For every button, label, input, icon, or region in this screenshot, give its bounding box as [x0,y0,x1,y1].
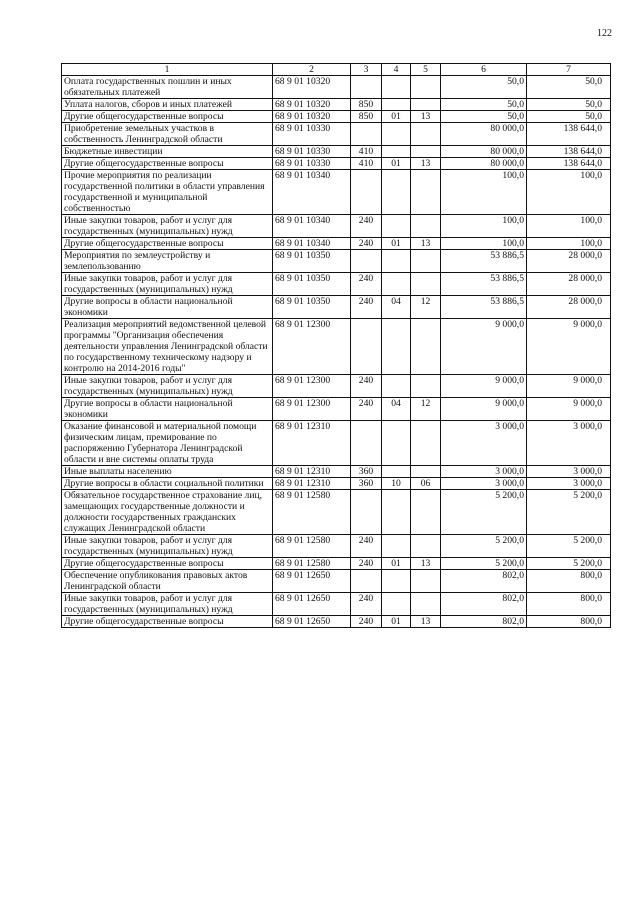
row-subsection [411,319,441,375]
row-expense-type [351,123,382,146]
row-expense-type: 410 [351,158,382,170]
table-row [62,146,611,158]
row-code: 68 9 01 12580 [273,535,351,558]
row-amount-1: 100,0 [441,170,527,215]
row-section: 01 [382,238,411,250]
row-code: 68 9 01 10330 [273,123,351,146]
row-subsection: 13 [411,558,441,570]
row-code: 68 9 01 12580 [273,558,351,570]
row-subsection [411,170,441,215]
row-name: Иные выплаты населению [62,466,273,478]
row-amount-2: 3 000,0 [527,466,611,478]
row-name: Оплата государственных пошлин и иных обязательных платежей [62,76,273,99]
row-code: 68 9 01 10350 [273,273,351,296]
row-code: 68 9 01 10340 [273,170,351,215]
col-header-code: 2 [273,64,351,76]
row-section [382,215,411,238]
row-section [382,319,411,375]
row-amount-2: 100,0 [527,170,611,215]
row-subsection [411,76,441,99]
row-amount-2: 50,0 [527,99,611,111]
row-subsection: 13 [411,111,441,123]
table-row [62,593,611,616]
row-subsection [411,570,441,593]
header-row [62,64,611,76]
row-amount-2: 28 000,0 [527,273,611,296]
row-expense-type [351,170,382,215]
row-amount-2: 138 644,0 [527,123,611,146]
table-row [62,535,611,558]
table-row [62,238,611,250]
row-expense-type: 240 [351,558,382,570]
row-name: Иные закупки товаров, работ и услуг для государственных (муниципальных) нужд [62,535,273,558]
row-amount-1: 80 000,0 [441,123,527,146]
row-name: Другие общегосударственные вопросы [62,616,273,628]
row-amount-1: 53 886,5 [441,296,527,319]
row-name: Иные закупки товаров, работ и услуг для государственных (муниципальных) нужд [62,215,273,238]
row-expense-type: 240 [351,375,382,398]
row-expense-type: 240 [351,296,382,319]
row-amount-1: 9 000,0 [441,398,527,421]
row-subsection [411,375,441,398]
row-name: Обеспечение опубликования правовых актов Ленинградской области [62,570,273,593]
row-section [382,99,411,111]
row-section [382,490,411,535]
row-name: Другие общегосударственные вопросы [62,158,273,170]
row-amount-1: 5 200,0 [441,535,527,558]
row-amount-1: 9 000,0 [441,319,527,375]
row-subsection: 13 [411,616,441,628]
row-expense-type [351,76,382,99]
row-amount-2: 138 644,0 [527,158,611,170]
row-subsection [411,466,441,478]
row-code: 68 9 01 12310 [273,421,351,466]
row-amount-1: 50,0 [441,76,527,99]
row-section: 01 [382,158,411,170]
row-expense-type [351,421,382,466]
table-row [62,319,611,375]
row-section: 10 [382,478,411,490]
row-subsection: 13 [411,158,441,170]
row-amount-1: 100,0 [441,215,527,238]
row-expense-type [351,250,382,273]
row-amount-2: 3 000,0 [527,478,611,490]
row-subsection: 12 [411,296,441,319]
row-subsection [411,146,441,158]
row-name: Мероприятия по землеустройству и землепользованию [62,250,273,273]
row-expense-type: 240 [351,215,382,238]
col-header-vr: 3 [351,64,382,76]
table-row [62,111,611,123]
budget-table [61,63,611,628]
row-code: 68 9 01 10320 [273,99,351,111]
row-code: 68 9 01 12300 [273,375,351,398]
row-subsection [411,593,441,616]
table-row [62,99,611,111]
row-code: 68 9 01 10350 [273,296,351,319]
table-row [62,478,611,490]
table-row [62,375,611,398]
row-section [382,535,411,558]
table-row [62,558,611,570]
row-amount-2: 100,0 [527,238,611,250]
row-name: Иные закупки товаров, работ и услуг для государственных (муниципальных) нужд [62,273,273,296]
col-header-rz: 4 [382,64,411,76]
row-subsection: 12 [411,398,441,421]
row-subsection [411,123,441,146]
col-header-amount-2: 7 [527,64,611,76]
table-row [62,158,611,170]
table-row [62,466,611,478]
row-expense-type [351,570,382,593]
row-expense-type: 240 [351,238,382,250]
row-subsection [411,250,441,273]
row-expense-type [351,490,382,535]
row-amount-1: 80 000,0 [441,146,527,158]
row-name: Иные закупки товаров, работ и услуг для государственных (муниципальных) нужд [62,375,273,398]
row-amount-2: 800,0 [527,593,611,616]
row-subsection [411,215,441,238]
row-section: 01 [382,558,411,570]
row-amount-1: 3 000,0 [441,421,527,466]
row-section [382,593,411,616]
row-amount-2: 5 200,0 [527,558,611,570]
row-code: 68 9 01 10340 [273,215,351,238]
row-expense-type: 240 [351,593,382,616]
row-code: 68 9 01 10320 [273,76,351,99]
row-section [382,123,411,146]
row-expense-type: 410 [351,146,382,158]
row-section [382,273,411,296]
row-name: Обязательное государственное страхование лиц, замещающих государственные должности и должности государственных гражданских служащих Ленинградской области [62,490,273,535]
row-amount-1: 3 000,0 [441,478,527,490]
row-name: Другие общегосударственные вопросы [62,111,273,123]
row-amount-2: 28 000,0 [527,296,611,319]
row-amount-1: 802,0 [441,593,527,616]
row-section [382,570,411,593]
table-row [62,421,611,466]
row-amount-1: 100,0 [441,238,527,250]
row-subsection: 06 [411,478,441,490]
row-expense-type: 850 [351,111,382,123]
row-amount-1: 5 200,0 [441,558,527,570]
row-section: 04 [382,296,411,319]
row-amount-2: 9 000,0 [527,375,611,398]
row-subsection [411,99,441,111]
row-subsection [411,535,441,558]
row-code: 68 9 01 10330 [273,146,351,158]
row-code: 68 9 01 10330 [273,158,351,170]
table-row [62,76,611,99]
table-row [62,616,611,628]
row-code: 68 9 01 12310 [273,466,351,478]
row-section [382,76,411,99]
table-row [62,123,611,146]
table-row [62,490,611,535]
row-section [382,375,411,398]
row-expense-type: 240 [351,616,382,628]
row-expense-type: 240 [351,535,382,558]
row-amount-2: 3 000,0 [527,421,611,466]
row-code: 68 9 01 10350 [273,250,351,273]
row-amount-2: 5 200,0 [527,535,611,558]
row-subsection: 13 [411,238,441,250]
row-code: 68 9 01 12650 [273,616,351,628]
row-name: Прочие мероприятия по реализации государственной политики в области управления государственной и муниципальной собственностью [62,170,273,215]
row-amount-1: 802,0 [441,616,527,628]
row-amount-1: 802,0 [441,570,527,593]
row-section [382,421,411,466]
row-section [382,466,411,478]
row-amount-1: 3 000,0 [441,466,527,478]
row-section: 04 [382,398,411,421]
row-name: Уплата налогов, сборов и иных платежей [62,99,273,111]
row-subsection [411,273,441,296]
table-row [62,250,611,273]
row-section [382,146,411,158]
row-name: Другие вопросы в области национальной экономики [62,398,273,421]
table-row [62,170,611,215]
row-code: 68 9 01 10320 [273,111,351,123]
row-amount-1: 9 000,0 [441,375,527,398]
row-amount-2: 100,0 [527,215,611,238]
row-name: Иные закупки товаров, работ и услуг для государственных (муниципальных) нужд [62,593,273,616]
row-amount-2: 138 644,0 [527,146,611,158]
row-amount-2: 800,0 [527,616,611,628]
table-row [62,398,611,421]
table-row [62,215,611,238]
row-expense-type: 240 [351,398,382,421]
row-code: 68 9 01 12650 [273,570,351,593]
row-section [382,250,411,273]
table-row [62,296,611,319]
col-header-amount-1: 6 [441,64,527,76]
row-amount-1: 50,0 [441,111,527,123]
row-expense-type [351,319,382,375]
row-code: 68 9 01 12310 [273,478,351,490]
row-expense-type: 360 [351,478,382,490]
row-amount-1: 80 000,0 [441,158,527,170]
table-body [62,76,611,628]
row-name: Другие общегосударственные вопросы [62,238,273,250]
row-expense-type: 240 [351,273,382,296]
row-name: Оказание финансовой и материальной помощи физическим лицам, премирование по распоряжению Губернатора Ленинградской области и вне системы оплаты труда [62,421,273,466]
row-amount-2: 50,0 [527,76,611,99]
row-subsection [411,490,441,535]
row-section: 01 [382,111,411,123]
row-section [382,170,411,215]
row-amount-2: 800,0 [527,570,611,593]
row-name: Бюджетные инвестиции [62,146,273,158]
row-amount-2: 28 000,0 [527,250,611,273]
row-amount-1: 53 886,5 [441,273,527,296]
row-amount-1: 53 886,5 [441,250,527,273]
row-code: 68 9 01 12580 [273,490,351,535]
row-amount-2: 9 000,0 [527,398,611,421]
row-code: 68 9 01 10340 [273,238,351,250]
row-code: 68 9 01 12650 [273,593,351,616]
row-amount-2: 5 200,0 [527,490,611,535]
row-name: Другие вопросы в области социальной политики [62,478,273,490]
col-header-pr: 5 [411,64,441,76]
row-amount-2: 9 000,0 [527,319,611,375]
table-row [62,570,611,593]
row-expense-type: 360 [351,466,382,478]
row-amount-1: 50,0 [441,99,527,111]
row-subsection [411,421,441,466]
row-expense-type: 850 [351,99,382,111]
table-row [62,273,611,296]
row-amount-1: 5 200,0 [441,490,527,535]
row-name: Реализация мероприятий ведомственной целевой программы "Организация обеспечения деятельности управления Ленинградской области по государственному техническому надзору и контролю на 2014-2016 годы" [62,319,273,375]
row-code: 68 9 01 12300 [273,319,351,375]
row-section: 01 [382,616,411,628]
row-name: Приобретение земельных участков в собственность Ленинградской области [62,123,273,146]
page-number: 122 [597,28,612,39]
row-name: Другие общегосударственные вопросы [62,558,273,570]
row-name: Другие вопросы в области национальной экономики [62,296,273,319]
col-header-name: 1 [62,64,273,76]
row-amount-2: 50,0 [527,111,611,123]
row-code: 68 9 01 12300 [273,398,351,421]
